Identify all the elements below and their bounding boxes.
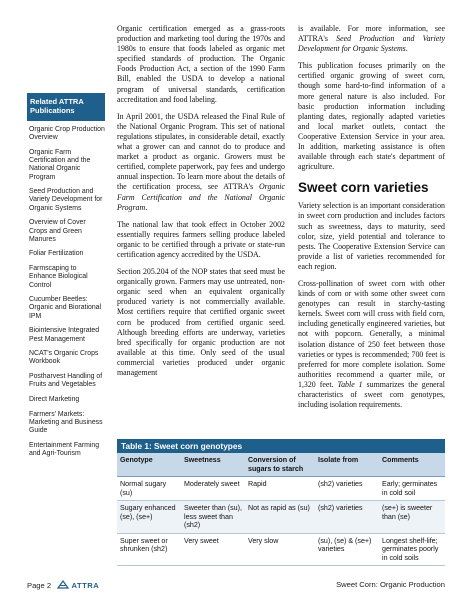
table-cell: (se+) is sweeter than (se): [379, 501, 445, 534]
paragraph: [298, 24, 445, 54]
column-header: Conversion of sugars to starch: [245, 453, 315, 477]
publication-link: Seed Production and Variety Development for Organic Systems: [298, 34, 446, 54]
table-cell: (su), (se) & (se+) varieties: [315, 533, 379, 566]
paragraph: Variety selection is an important consideration in sweet corn production and includes factors such as sweetness, days to maturity, seed color, size, yield potential and tolerance to pests. The Cooperative Extension Service can provide a list of varieties recommended for each region.: [298, 201, 445, 271]
footer-left: [27, 580, 99, 590]
table-reference: Table 1: [337, 379, 363, 389]
related-publications-list: [29, 126, 105, 465]
paragraph: This publication focuses primarily on the certified organic growing of sweet corn, though some hard-to-find information of a more general nature is also included. For basic production information including planting dates, regionally adapted varieties and local market outlets, contact the Cooperative Extension Service in your area. In addition, marketing assistance is often available through each state's department of agriculture.: [298, 61, 445, 172]
genotypes-table: [117, 453, 445, 566]
text: summarizes the general characteristics of sweet corn genotypes, including isolation requirements.: [298, 379, 446, 410]
table-cell: Very slow: [245, 533, 315, 566]
sidebar-item-organic-crops-workbook[interactable]: NCAT's Organic Crops Workbook: [29, 350, 99, 366]
page-number: Page 2: [27, 581, 52, 590]
sidebar-item-direct-marketing[interactable]: Direct Marketing: [29, 396, 80, 404]
column-header: Sweetness: [181, 453, 245, 477]
text: .: [405, 44, 408, 54]
section-heading: Sweet corn varieties: [298, 180, 429, 196]
sidebar-item-organic-farm-certification[interactable]: Organic Farm Certification and the National Organic Program: [29, 148, 91, 181]
sidebar-item-cucumber-beetles[interactable]: Cucumber Beetles: Organic and Biorational IPM: [29, 296, 102, 320]
table-cell: Very sweet: [181, 533, 245, 566]
table-cell: Super sweet or shrunken (sh2): [117, 533, 181, 566]
sidebar-header: Related ATTRA Publications: [27, 93, 105, 121]
sidebar-item-farmers-markets[interactable]: Farmers' Markets: Marketing and Business Guide: [29, 410, 103, 435]
table-header-row: [117, 453, 445, 477]
paragraph: [298, 279, 445, 410]
table-cell: Sweeter than (su), less sweet than (sh2): [181, 501, 245, 534]
table-cell: Normal sugary (su): [117, 477, 181, 501]
column-header: Comments: [379, 453, 445, 477]
sidebar-item-foliar-fertilization[interactable]: Foliar Fertilization: [29, 250, 84, 258]
paragraph: [117, 112, 285, 213]
sidebar-item-postharvest-handling[interactable]: Postharvest Handling of Fruits and Vegetables: [29, 373, 103, 389]
paragraph: The national law that took effect in October 2002 essentially requires farmers selling produce labeled organic to be certified through a private or state-run certification agency accredited by the USDA.: [117, 219, 285, 259]
table-row: [117, 477, 445, 501]
table-cell: Sugary enhanced (se), (se+): [117, 501, 181, 534]
table-cell: Not as rapid as (su): [245, 501, 315, 534]
sidebar-item-organic-crop-production[interactable]: Organic Crop Production Overview: [29, 126, 105, 142]
body-column-right: [298, 24, 445, 417]
attra-logo-icon: [57, 580, 69, 589]
column-header: Isolate from: [315, 453, 379, 477]
text: Cross-pollination of sweet corn with other kinds of corn or with some other sweet corn genotypes can result in starchy-tasting kernels. Sweet corn will cross with field corn, including genetically engineered varieties, but not with popcorn. Generally, a minimal isolation distance of 250 feet between those varieties or types is recommended; 700 feet is preferred for more complete isolation. Some authorities recommend a quarter mile, or 1,320 feet.: [298, 278, 445, 389]
table-row: [117, 501, 445, 534]
sidebar-item-cover-crops[interactable]: Overview of Cover Crops and Green Manures: [29, 219, 86, 243]
sidebar-item-biointensive-ipm[interactable]: Biointensive Integrated Pest Management: [29, 327, 100, 343]
publication-link: Organic Farm Certification and the National Organic Program: [117, 182, 285, 212]
footer-title: Sweet Corn: Organic Production: [336, 580, 445, 589]
table-cell: (sh2) varieties: [315, 501, 379, 534]
paragraph: Section 205.204 of the NOP states that seed must be organically grown. Farmers may use untreated, non-organic seed when an equivalent organically produced variety is not commercially available. Most certifiers require that certified organic sweet corn be produced from certified organic seed. Although breeding efforts are underway, varieties bred specifically for organic production are not available at this time. Only seed of the usual commercial varieties produced under organic management: [117, 267, 285, 377]
table-title: Table 1: Sweet corn genotypes: [117, 439, 445, 453]
table-cell: Longest shelf-life; germinates poorly in cold soils: [379, 533, 445, 566]
table-cell: (sh2) varieties: [315, 477, 379, 501]
body-column-left: [117, 24, 285, 385]
paragraph: Organic certification emerged as a grass-roots production and marketing tool during the 1970s and 1980s to ensure that foods labeled as organic met specified standards of production. The Organic Foods Production Act, a section of the 1990 Farm Bill, enabled the USDA to develop a national program of universal standards, certification accreditation and food labeling.: [117, 24, 285, 104]
table-cell: Rapid: [245, 477, 315, 501]
text: .: [145, 202, 148, 212]
text: is available. For more information, see ATTRA's: [298, 24, 445, 44]
table-row: [117, 533, 445, 566]
attra-logo-text: ATTRA: [71, 581, 100, 590]
sidebar-item-seed-production[interactable]: Seed Production and Variety Development for Organic Systems: [29, 188, 103, 212]
sidebar-item-farmscaping[interactable]: Farmscaping to Enhance Biological Control: [29, 265, 88, 289]
table-cell: Early; germinates in cold soil: [379, 477, 445, 501]
column-header: Genotype: [117, 453, 181, 477]
table-cell: Moderately sweet: [181, 477, 245, 501]
text: In April 2001, the USDA released the Final Rule of the National Organic Program. This set of national regulations stipulates, in considerable detail, exactly what a grower can and cannot do to produce and market a product as organic. Growers must be certified, complete paperwork, pay fees and undergo annual inspection. To learn more about the details of the certification process, see ATTRA's: [117, 111, 285, 192]
sidebar-item-entertainment-farming[interactable]: Entertainment Farming and Agri-Tourism: [29, 441, 100, 458]
